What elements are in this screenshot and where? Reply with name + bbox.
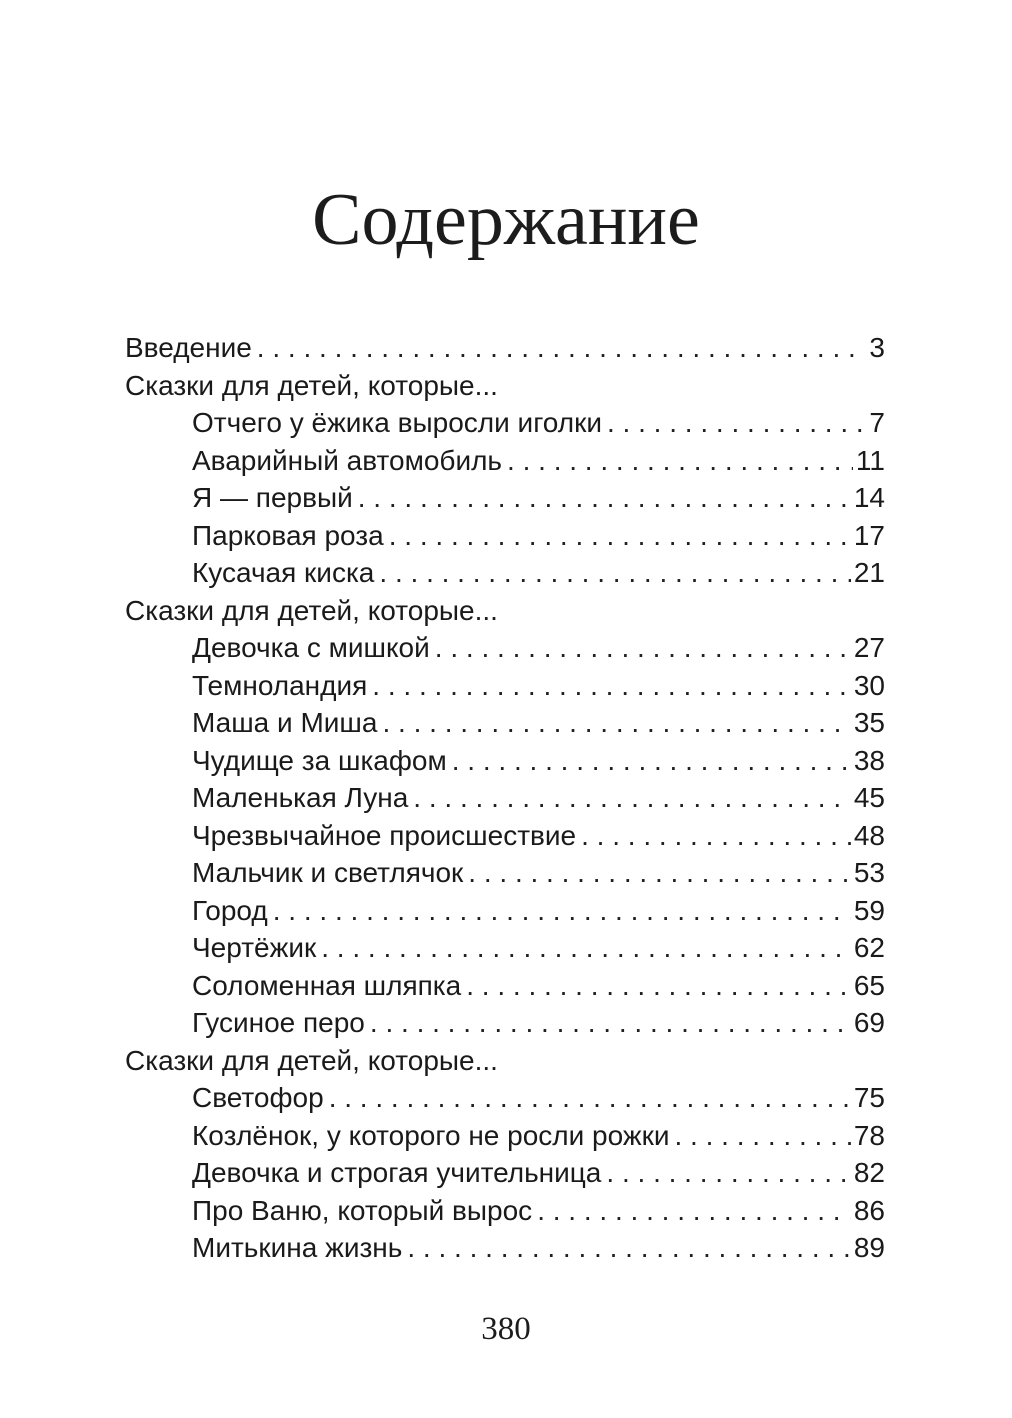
dot-leader [463, 854, 851, 892]
toc-row [125, 442, 885, 480]
toc-row [125, 892, 885, 930]
toc-entry-page: 3 [869, 332, 885, 363]
toc-row [125, 367, 885, 405]
dot-leader [430, 629, 851, 667]
toc-row [125, 1042, 885, 1080]
toc-row [125, 854, 885, 892]
toc-entry-label: Козлёнок, у которого не росли рожки [192, 1119, 670, 1151]
dot-leader [316, 929, 851, 967]
toc-entry-page: 45 [853, 782, 885, 813]
toc-entry-page: 75 [853, 1082, 885, 1113]
toc-entry-label: Парковая роза [192, 519, 384, 551]
toc-row [125, 517, 885, 555]
toc-entry-label: Кусачая киска [192, 557, 375, 588]
toc-entry-page: 65 [853, 969, 885, 1001]
toc-entry-page: 30 [853, 669, 885, 701]
toc-entry-label: Чрезвычайное происшествие [192, 819, 577, 851]
dot-leader [670, 1117, 851, 1155]
toc-row [125, 1154, 885, 1192]
toc-entry-page: 11 [855, 444, 885, 476]
toc-entry-page: 53 [853, 857, 885, 888]
toc-entry-page: 59 [853, 894, 885, 926]
toc-entry-label: Я — первый [192, 482, 353, 513]
toc-entry-label: Чудище за шкафом [192, 744, 447, 776]
toc-entry-label: Гусиное перо [192, 1007, 365, 1038]
page-title: Содержание [312, 179, 700, 261]
dot-leader [365, 1004, 851, 1042]
table-of-contents [125, 329, 885, 1267]
dot-leader [461, 967, 851, 1005]
toc-entry-page: 78 [853, 1119, 885, 1151]
dot-leader [408, 779, 851, 817]
toc-entry-label: Сказки для детей, которые... [125, 369, 498, 401]
dot-leader [402, 1229, 851, 1267]
toc-entry-page: 89 [853, 1232, 885, 1263]
toc-entry-page: 14 [853, 482, 885, 513]
dot-leader [367, 667, 851, 705]
dot-leader [353, 479, 851, 517]
dot-leader [374, 554, 850, 592]
toc-entry-page: 62 [853, 932, 885, 963]
dot-leader [377, 704, 850, 742]
toc-entry-page: 21 [853, 557, 885, 588]
dot-leader [601, 1154, 850, 1192]
toc-row [125, 817, 885, 855]
toc-entry-label: Аварийный автомобиль [192, 444, 503, 476]
toc-row [125, 1079, 885, 1117]
toc-row [125, 1004, 885, 1042]
toc-entry-label: Отчего у ёжика выросли иголки [192, 407, 602, 438]
toc-row [125, 779, 885, 817]
dot-leader [384, 517, 851, 555]
toc-entry-page: 38 [853, 744, 885, 776]
toc-entry-page: 35 [853, 707, 885, 738]
toc-row [125, 329, 885, 367]
toc-row [125, 1117, 885, 1155]
toc-entry-label: Чертёжик [192, 932, 317, 963]
toc-entry-label: Город [192, 894, 268, 926]
toc-row [125, 629, 885, 667]
toc-row [125, 967, 885, 1005]
dot-leader [447, 742, 851, 780]
toc-row [125, 742, 885, 780]
toc-entry-label: Сказки для детей, которые... [125, 594, 498, 626]
toc-entry-label: Мальчик и светлячок [192, 857, 464, 888]
toc-entry-label: Светофор [192, 1082, 324, 1113]
toc-row [125, 554, 885, 592]
dot-leader [252, 329, 867, 367]
dot-leader [602, 404, 866, 442]
dot-leader [324, 1079, 851, 1117]
toc-entry-label: Про Ваню, который вырос [192, 1194, 533, 1226]
toc-row [125, 1192, 885, 1230]
toc-entry-label: Сказки для детей, которые... [125, 1044, 498, 1076]
toc-entry-page: 69 [853, 1007, 885, 1038]
dot-leader [532, 1192, 851, 1230]
toc-entry-label: Введение [125, 332, 252, 363]
dot-leader [576, 817, 851, 855]
toc-entry-page: 27 [853, 632, 885, 663]
toc-entry-label: Девочка и строгая учительница [192, 1157, 602, 1188]
toc-entry-page: 82 [853, 1157, 885, 1188]
toc-row [125, 667, 885, 705]
toc-row [125, 1229, 885, 1267]
toc-entry-page: 17 [853, 519, 885, 551]
toc-row [125, 929, 885, 967]
toc-row [125, 404, 885, 442]
toc-entry-label: Маша и Миша [192, 707, 378, 738]
toc-row [125, 479, 885, 517]
toc-entry-label: Соломенная шляпка [192, 969, 462, 1001]
toc-row [125, 592, 885, 630]
toc-entry-label: Темноландия [192, 669, 368, 701]
dot-leader [502, 442, 853, 480]
toc-row [125, 704, 885, 742]
dot-leader [268, 892, 851, 930]
toc-entry-page: 48 [853, 819, 885, 851]
toc-entry-label: Митькина жизнь [192, 1232, 403, 1263]
toc-entry-label: Девочка с мишкой [192, 632, 430, 663]
toc-entry-page: 86 [853, 1194, 885, 1226]
toc-entry-page: 7 [869, 407, 885, 438]
toc-entry-label: Маленькая Луна [192, 782, 409, 813]
page-number: 380 [481, 1311, 531, 1347]
